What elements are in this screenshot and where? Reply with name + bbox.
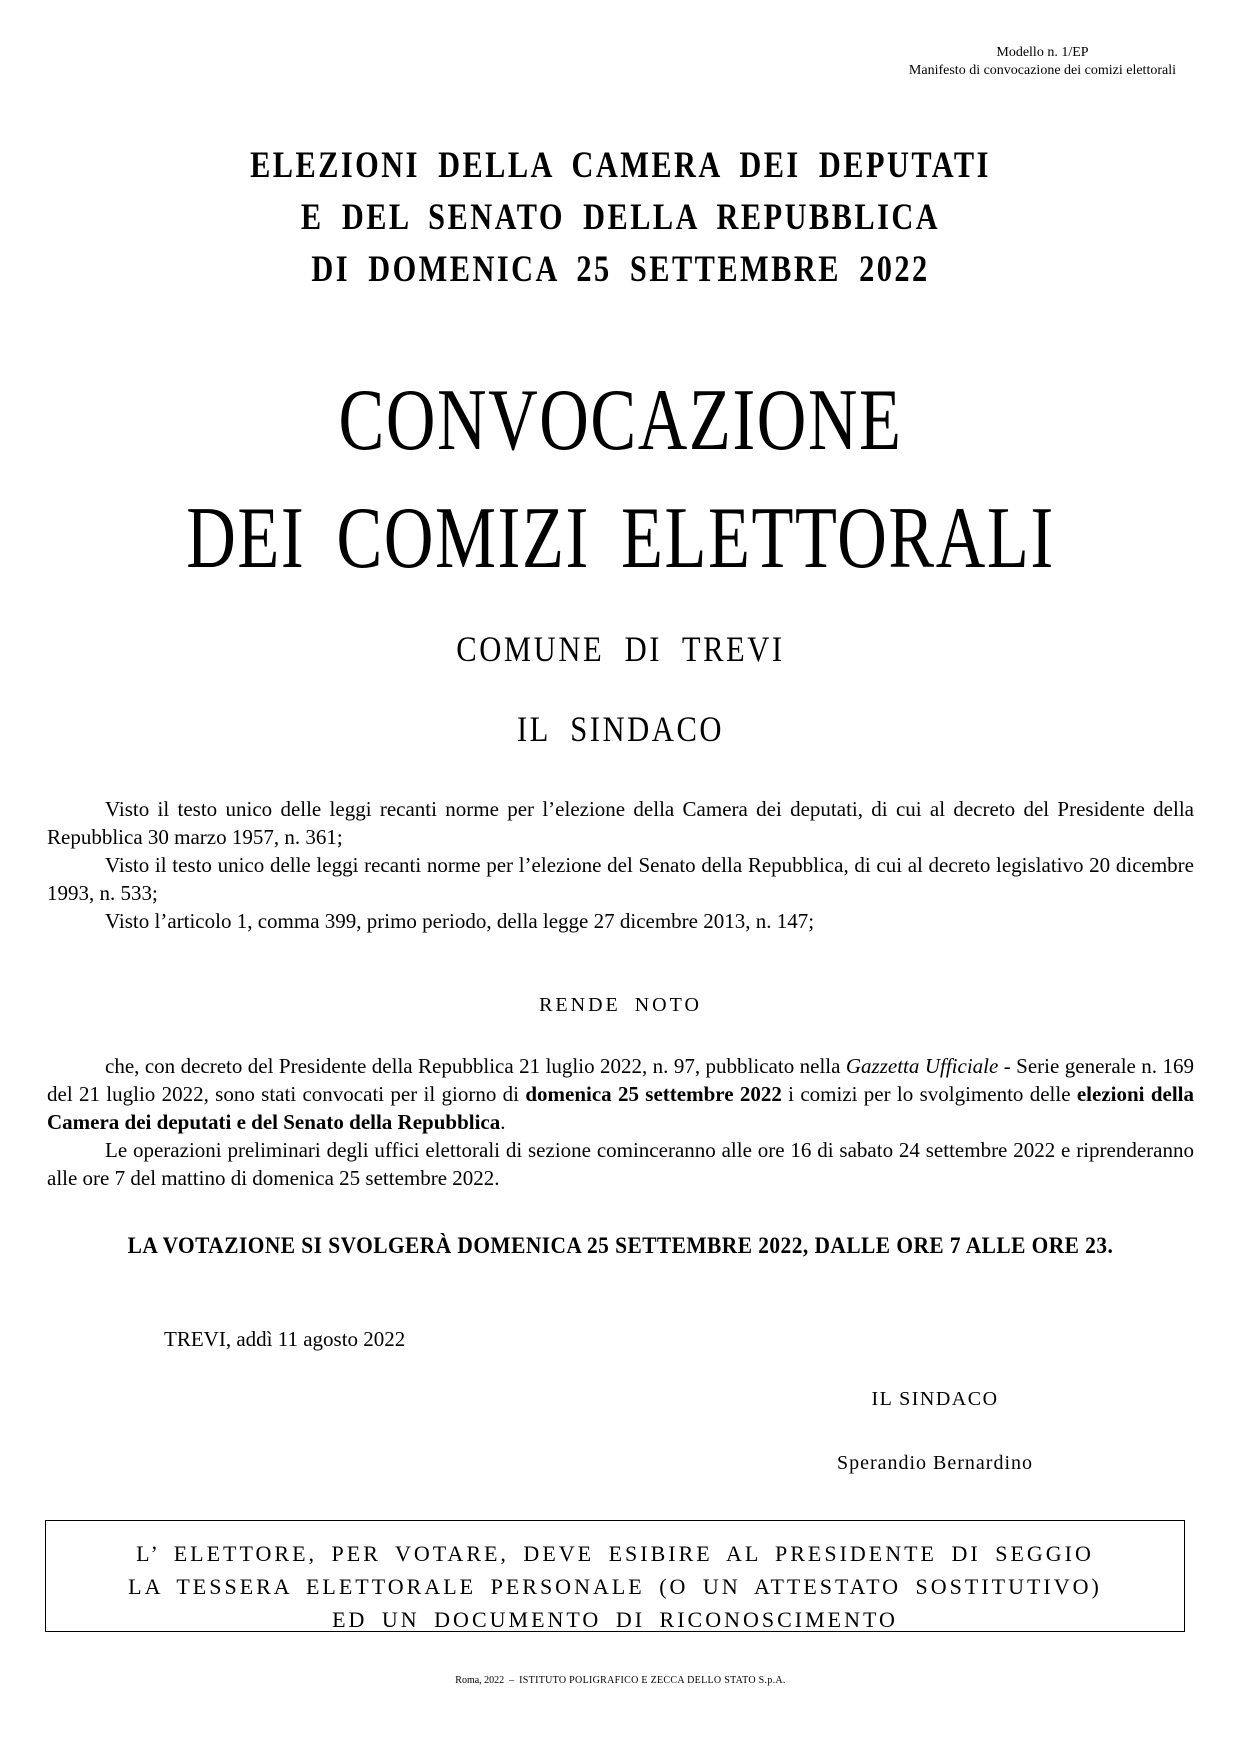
decree-paragraph [47, 1052, 1194, 1136]
authority-title: IL SINDACO [516, 709, 725, 749]
operations-paragraph: Le operazioni preliminari degli uffici elettorali di sezione cominceranno alle ore 16 di sabato 24 settembre 2022 e riprenderanno alle ore 7 del mattino di domenica 25 settembre 2022. [47, 1138, 1194, 1190]
heading-line-1: ELEZIONI DELLA CAMERA DEI DEPUTATI [250, 145, 991, 186]
model-code: Modello n. 1/EP [996, 45, 1089, 60]
decree-block [47, 1052, 1194, 1192]
heading-line-2: E DEL SENATO DELLA REPUBBLICA [300, 197, 941, 238]
voter-notice-box [45, 1520, 1185, 1632]
decree-text-1: che, con decreto del Presidente della Repubblica 21 luglio 2022, n. 97, pubblicato nella [105, 1054, 846, 1078]
voting-statement: LA VOTAZIONE SI SVOLGERÀ DOMENICA 25 SETTEMBRE 2022, DALLE ORE 7 ALLE ORE 23. [127, 1233, 1114, 1258]
footer-printer: ISTITUTO POLIGRAFICO E ZECCA DELLO STATO S.p.A. [519, 1675, 786, 1686]
place-date: TREVI, addì 11 agosto 2022 [164, 1327, 406, 1351]
printer-footer [0, 1675, 1241, 1686]
signature-title: IL SINDACO [871, 1388, 999, 1410]
main-title-line-1: CONVOCAZIONE [338, 372, 903, 469]
elections-name: elezioni della Camera dei deputati e del Senato della Repubblica [47, 1082, 1194, 1134]
notice-line-3: ED UN DOCUMENTO DI RICONOSCIMENTO [332, 1607, 898, 1632]
model-description: Manifesto di convocazione dei comizi elettorali [908, 63, 1176, 78]
main-title-line-2: DEI COMIZI ELETTORALI [186, 490, 1055, 587]
premise-2: Visto il testo unico delle leggi recanti norme per l’elezione del Senato della Repubblica, di cui al decreto legislativo 20 dicembre 1993, n. 533; [47, 853, 1194, 905]
footer-separator: – [509, 1675, 515, 1686]
notice-line-1: L’ ELETTORE, PER VOTARE, DEVE ESIBIRE AL PRESIDENTE DI SEGGIO [136, 1541, 1094, 1566]
premise-3: Visto l’articolo 1, comma 399, primo periodo, della legge 27 dicembre 2013, n. 147; [105, 909, 815, 933]
heading-line-3: DI DOMENICA 25 SETTEMBRE 2022 [311, 249, 930, 290]
election-heading [0, 140, 1241, 296]
footer-place: Roma, 2022 [455, 1675, 505, 1686]
signature-name: Sperandio Bernardino [836, 1452, 1034, 1474]
notice-line-2: LA TESSERA ELETTORALE PERSONALE (O UN ATTESTATO SOSTITUTIVO) [128, 1574, 1102, 1599]
premise-1: Visto il testo unico delle leggi recanti norme per l’elezione della Camera dei deputati, di cui al decreto del Presidente della Repubblica 30 marzo 1957, n. 361; [47, 797, 1194, 849]
model-reference [909, 44, 1176, 80]
announce-heading: RENDE NOTO [539, 994, 702, 1016]
election-date: domenica 25 settembre 2022 [525, 1082, 782, 1106]
gazette-name: Gazzetta Ufficiale [845, 1054, 999, 1078]
premises-block [47, 795, 1194, 935]
main-title [0, 362, 1241, 598]
decree-text-2: - Serie generale n. 169 del 21 luglio 2022, sono stati convocati per il giorno di [47, 1054, 1194, 1106]
municipality-name: COMUNE DI TREVI [456, 629, 785, 669]
decree-text-3: i comizi per lo svolgimento delle [781, 1082, 1077, 1106]
decree-text-4: . [500, 1110, 506, 1134]
